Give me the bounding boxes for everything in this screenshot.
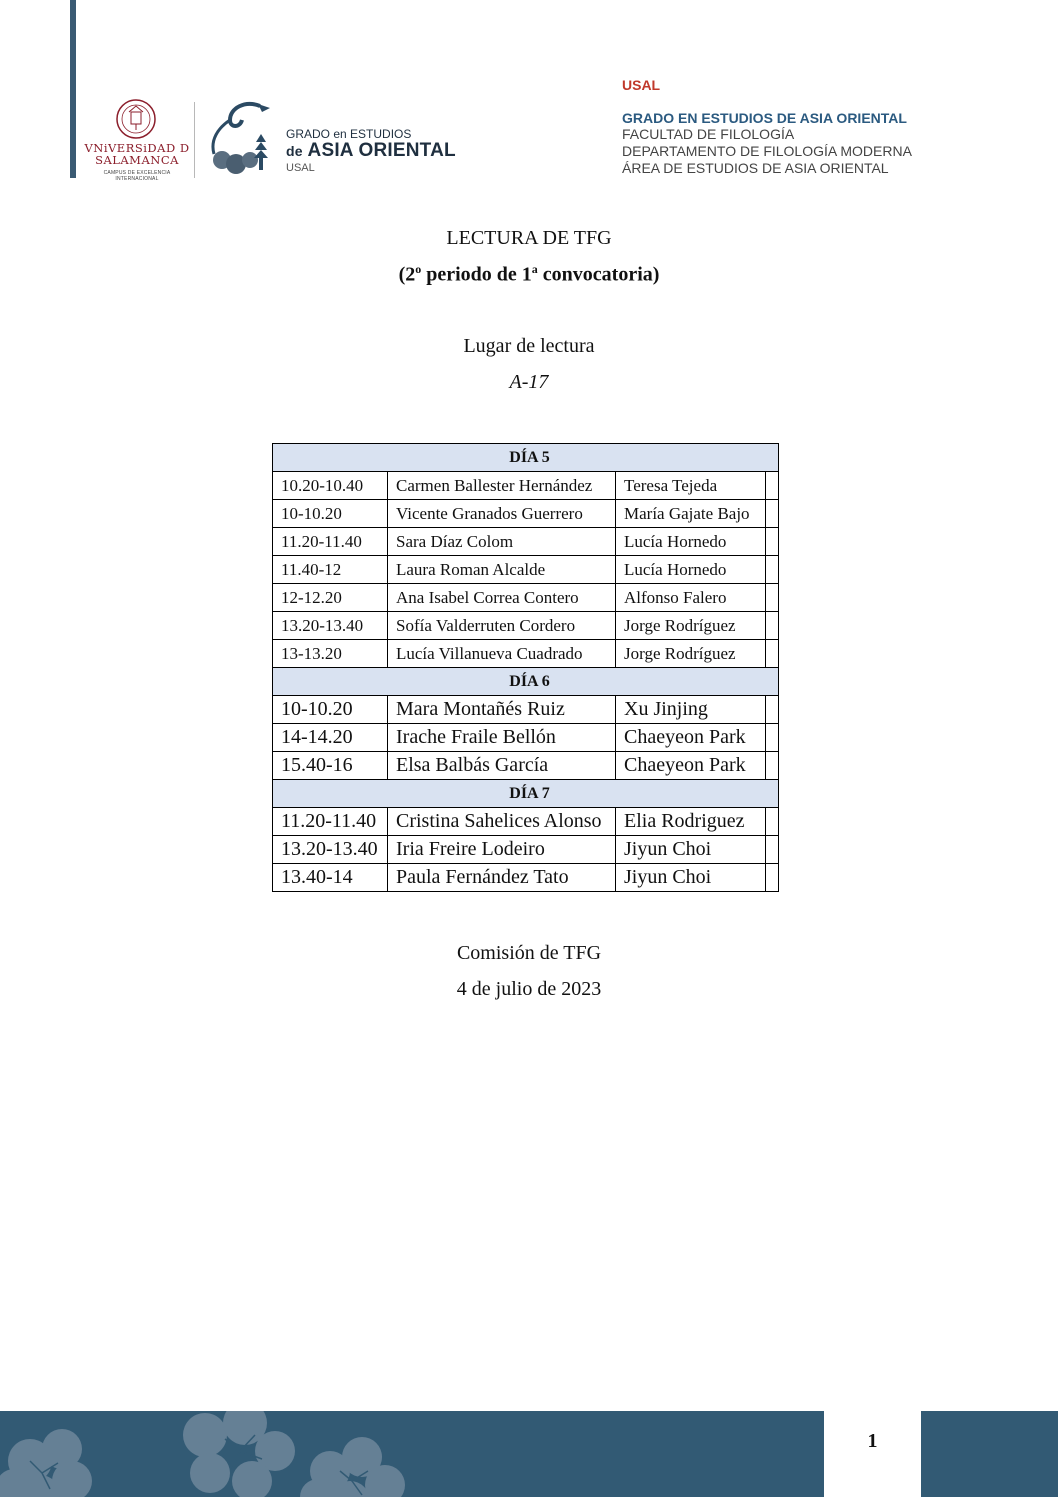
tutor-cell: María Gajate Bajo (616, 500, 766, 528)
tutor-cell: Xu Jinjing (616, 696, 766, 724)
day-row (273, 668, 779, 696)
universidad-salamanca-logo (82, 98, 192, 180)
time-cell: 11.40-12 (273, 556, 388, 584)
page-title: LECTURA DE TFG (446, 227, 612, 249)
tutor-cell: Jiyun Choi (616, 864, 766, 892)
schedule-table (272, 443, 779, 892)
time-cell: 13-13.20 (273, 640, 388, 668)
dragon-pagoda-logo-icon (200, 98, 280, 180)
time-cell: 10-10.20 (273, 696, 388, 724)
empty-cell (766, 836, 779, 864)
time-cell: 13.20-13.40 (273, 612, 388, 640)
table-row (273, 612, 779, 640)
header-accent-bar (70, 0, 76, 178)
empty-cell (766, 864, 779, 892)
header-department-info (622, 77, 912, 177)
table-row (273, 808, 779, 836)
empty-cell (766, 528, 779, 556)
logo-divider (194, 102, 195, 178)
student-cell: Iria Freire Lodeiro (388, 836, 616, 864)
grado-logo-line3: USAL (286, 162, 315, 174)
subtitle-close: convocatoria) (537, 263, 660, 286)
page-number: 1 (867, 1430, 878, 1452)
time-cell: 14-14.20 (273, 724, 388, 752)
subtitle-mid: periodo de 1 (421, 263, 532, 286)
empty-cell (766, 584, 779, 612)
table-row (273, 584, 779, 612)
time-cell: 13.20-13.40 (273, 836, 388, 864)
student-cell: Elsa Balbás García (388, 752, 616, 780)
table-row (273, 864, 779, 892)
student-cell: Sara Díaz Colom (388, 528, 616, 556)
student-cell: Vicente Granados Guerrero (388, 500, 616, 528)
time-cell: 13.40-14 (273, 864, 388, 892)
table-row (273, 556, 779, 584)
university-seal-icon (115, 98, 157, 140)
tutor-cell: Teresa Tejeda (616, 472, 766, 500)
tutor-cell: Jiyun Choi (616, 836, 766, 864)
time-cell: 10.20-10.40 (273, 472, 388, 500)
time-cell: 12-12.20 (273, 584, 388, 612)
time-cell: 11.20-11.40 (273, 808, 388, 836)
header-area: ÁREA DE ESTUDIOS DE ASIA ORIENTAL (622, 160, 889, 176)
table-row (273, 500, 779, 528)
tutor-cell: Chaeyeon Park (616, 752, 766, 780)
student-cell: Laura Roman Alcalde (388, 556, 616, 584)
grado-logo-text (286, 127, 456, 175)
day-row (273, 444, 779, 472)
day-label: DÍA 6 (273, 668, 779, 696)
footer-band-right (921, 1411, 1058, 1497)
commission-label: Comisión de TFG (456, 942, 602, 964)
blossom-pattern-icon (0, 1411, 824, 1497)
tutor-cell: Elia Rodriguez (616, 808, 766, 836)
room-name: A-17 (509, 371, 549, 393)
table-row (273, 472, 779, 500)
tutor-cell: Jorge Rodríguez (616, 640, 766, 668)
place-label: Lugar de lectura (463, 335, 595, 357)
student-cell: Irache Fraile Bellón (388, 724, 616, 752)
table-row (273, 640, 779, 668)
tutor-cell: Lucía Hornedo (616, 556, 766, 584)
footer-band-left (0, 1411, 824, 1497)
tutor-cell: Jorge Rodríguez (616, 612, 766, 640)
subtitle-sup2: a (531, 262, 538, 276)
empty-cell (766, 472, 779, 500)
day-row (273, 780, 779, 808)
empty-cell (766, 640, 779, 668)
student-cell: Paula Fernández Tato (388, 864, 616, 892)
grado-logo-de: de (286, 143, 303, 159)
empty-cell (766, 696, 779, 724)
student-cell: Sofía Valderruten Cordero (388, 612, 616, 640)
table-row (273, 724, 779, 752)
subtitle-sup1: o (415, 262, 422, 276)
day-label: DÍA 5 (273, 444, 779, 472)
day-label: DÍA 7 (273, 780, 779, 808)
grado-logo-line1: GRADO en ESTUDIOS (286, 127, 412, 141)
tutor-cell: Alfonso Falero (616, 584, 766, 612)
table-row (273, 528, 779, 556)
student-cell: Lucía Villanueva Cuadrado (388, 640, 616, 668)
empty-cell (766, 556, 779, 584)
grado-logo-asia: ASIA ORIENTAL (307, 140, 456, 161)
student-cell: Mara Montañés Ruiz (388, 696, 616, 724)
header-grado: GRADO EN ESTUDIOS DE ASIA ORIENTAL (622, 110, 907, 126)
usal-logo-name: VNiVERSiDAD D SALAMANCA (84, 141, 190, 167)
grado-logo-line2 (286, 141, 456, 161)
page-subtitle (0, 262, 1058, 287)
header-faculty: FACULTAD DE FILOLOGÍA (622, 126, 795, 142)
tutor-cell: Lucía Hornedo (616, 528, 766, 556)
time-cell: 11.20-11.40 (273, 528, 388, 556)
student-cell: Ana Isabel Correa Contero (388, 584, 616, 612)
empty-cell (766, 500, 779, 528)
header-usal: USAL (622, 77, 661, 93)
student-cell: Carmen Ballester Hernández (388, 472, 616, 500)
subtitle-open: (2 (398, 263, 416, 286)
time-cell: 10-10.20 (273, 500, 388, 528)
empty-cell (766, 724, 779, 752)
time-cell: 15.40-16 (273, 752, 388, 780)
table-row (273, 836, 779, 864)
tutor-cell: Chaeyeon Park (616, 724, 766, 752)
student-cell: Cristina Sahelices Alonso (388, 808, 616, 836)
table-row (273, 696, 779, 724)
header-department: DEPARTAMENTO DE FILOLOGÍA MODERNA (622, 143, 912, 159)
empty-cell (766, 752, 779, 780)
document-date: 4 de julio de 2023 (456, 978, 602, 1000)
empty-cell (766, 808, 779, 836)
usal-logo-subtitle: CAMPUS DE EXCELENCIA INTERNACIONAL (103, 170, 171, 182)
table-row (273, 752, 779, 780)
footer (0, 1411, 1058, 1497)
empty-cell (766, 612, 779, 640)
